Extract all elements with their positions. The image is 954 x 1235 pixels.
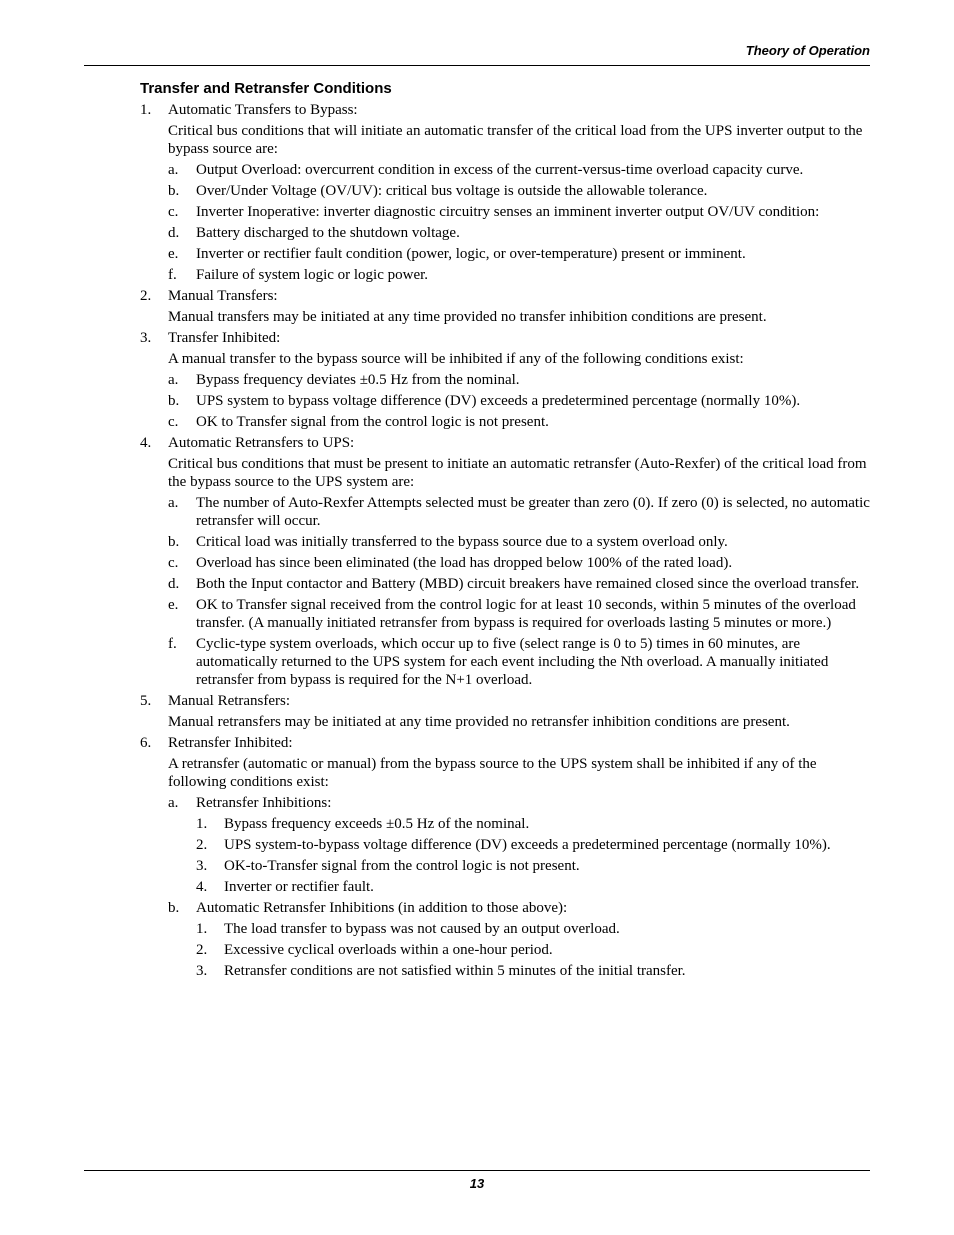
list-marker: 3. [196,963,208,979]
sub-sub-item [196,962,872,980]
list-marker: e. [168,597,179,613]
list-item-heading [140,692,872,710]
page-content [140,80,872,983]
footer-rule [84,1170,870,1171]
list-marker: 1. [140,102,152,118]
list-text: Failure of system logic or logic power. [196,267,429,283]
list-text: Output Overload: overcurrent condition in excess of the current-versus-time overload capacity curve. [196,162,804,178]
numbered-list [140,101,872,980]
list-marker: a. [168,372,179,388]
list-marker: 4. [140,435,152,451]
sub-item [168,575,872,593]
list-marker: b. [168,183,180,199]
list-text: Bypass frequency deviates ±0.5 Hz from the nominal. [196,372,520,388]
list-marker: 6. [140,735,152,751]
list-marker: 2. [196,837,208,853]
list-item-paragraph: Critical bus conditions that will initiate an automatic transfer of the critical load from the UPS inverter output to the bypass source are: [168,123,863,157]
list-text: Battery discharged to the shutdown voltage. [196,225,460,241]
list-text: UPS system to bypass voltage difference (DV) exceeds a predetermined percentage (normally 10%). [196,393,801,409]
sub-item [168,161,872,179]
list-text: Over/Under Voltage (OV/UV): critical bus voltage is outside the allowable tolerance. [196,183,708,199]
sub-item [168,494,872,530]
list-marker: b. [168,393,180,409]
sub-item [168,413,872,431]
sub-sub-item [196,815,872,833]
sub-item [168,899,872,917]
list-item-heading [140,329,872,347]
sub-item [168,224,872,242]
list-item-paragraph: A retransfer (automatic or manual) from the bypass source to the UPS system shall be inhibited if any of the following conditions exist: [168,756,817,790]
list-item-6 [140,734,872,980]
list-text: OK to Transfer signal received from the control logic for at least 10 seconds, within 5 minutes of the overload transfer. (A manually initiated retransfer from bypass is required for overloads lasting 5 minutes or more.) [196,597,856,631]
list-text: Bypass frequency exceeds ±0.5 Hz of the nominal. [224,816,530,832]
list-text: Manual Retransfers: [168,693,291,709]
sub-sub-item [196,920,872,938]
page-number: 13 [469,1176,485,1191]
list-marker: 2. [196,942,208,958]
list-item-3 [140,329,872,431]
list-text: Critical load was initially transferred to the bypass source due to a system overload only. [196,534,728,550]
sub-item [168,533,872,551]
sub-item [168,635,872,689]
list-marker: f. [168,636,177,652]
list-text: Both the Input contactor and Battery (MBD) circuit breakers have remained closed since the overload transfer. [196,576,860,592]
list-marker: 3. [196,858,208,874]
sub-sub-item [196,878,872,896]
list-item-heading [140,287,872,305]
list-item-heading [140,734,872,752]
list-marker: 1. [196,816,208,832]
list-text: Inverter Inoperative: inverter diagnostic circuitry senses an imminent inverter output OV/UV condition: [196,204,820,220]
list-text: Retransfer Inhibited: [168,735,293,751]
list-text: Manual Transfers: [168,288,278,304]
list-item-heading [140,101,872,119]
running-head: Theory of Operation [745,43,870,58]
list-text: OK-to-Transfer signal from the control logic is not present. [224,858,580,874]
list-marker: c. [168,555,179,571]
list-marker: a. [168,162,179,178]
list-text: OK to Transfer signal from the control logic is not present. [196,414,549,430]
list-marker: d. [168,225,180,241]
header-rule [84,65,870,66]
list-item-1 [140,101,872,284]
list-marker: e. [168,246,179,262]
list-marker: 3. [140,330,152,346]
list-text: Inverter or rectifier fault. [224,879,374,895]
list-text: Overload has since been eliminated (the load has dropped below 100% of the rated load). [196,555,733,571]
list-marker: c. [168,414,179,430]
list-item-5 [140,692,872,731]
sub-item [168,245,872,263]
list-text: Retransfer conditions are not satisfied within 5 minutes of the initial transfer. [224,963,686,979]
sub-item [168,203,872,221]
list-text: Retransfer Inhibitions: [196,795,332,811]
list-marker: 4. [196,879,208,895]
sub-sub-item [196,941,872,959]
list-marker: b. [168,534,180,550]
list-item-paragraph: Critical bus conditions that must be present to initiate an automatic retransfer (Auto-Rexfer) of the critical load from the bypass source to the UPS system are: [168,456,867,490]
list-marker: 2. [140,288,152,304]
section-title: Transfer and Retransfer Conditions [140,80,392,97]
list-item-paragraph: Manual transfers may be initiated at any time provided no transfer inhibition conditions are present. [168,309,767,325]
list-marker: 5. [140,693,152,709]
list-text: Cyclic-type system overloads, which occur up to five (select range is 0 to 5) times in 60 minutes, are automatically returned to the UPS system for each event including the Nth overload. A manually initiated retransfer from bypass is required for the N+1 overload. [196,636,829,688]
list-item-4 [140,434,872,689]
list-text: UPS system-to-bypass voltage difference (DV) exceeds a predetermined percentage (normally 10%). [224,837,831,853]
list-marker: a. [168,495,179,511]
sub-item [168,554,872,572]
list-item-2 [140,287,872,326]
sub-item [168,392,872,410]
list-item-paragraph: A manual transfer to the bypass source will be inhibited if any of the following conditions exist: [168,351,744,367]
list-text: Automatic Retransfers to UPS: [168,435,355,451]
list-item-paragraph: Manual retransfers may be initiated at any time provided no retransfer inhibition conditions are present. [168,714,790,730]
sub-sub-item [196,857,872,875]
list-marker: a. [168,795,179,811]
list-item-heading [140,434,872,452]
list-text: Excessive cyclical overloads within a one-hour period. [224,942,553,958]
sub-item [168,371,872,389]
sub-item [168,596,872,632]
list-text: Inverter or rectifier fault condition (power, logic, or over-temperature) present or imminent. [196,246,746,262]
list-marker: b. [168,900,180,916]
list-text: The load transfer to bypass was not caused by an output overload. [224,921,620,937]
sub-item [168,266,872,284]
list-text: Transfer Inhibited: [168,330,281,346]
sub-item [168,794,872,812]
list-text: The number of Auto-Rexfer Attempts selected must be greater than zero (0). If zero (0) is selected, no automatic retransfer will occur. [196,495,870,529]
list-marker: f. [168,267,177,283]
sub-sub-item [196,836,872,854]
list-marker: d. [168,576,180,592]
list-marker: 1. [196,921,208,937]
sub-item [168,182,872,200]
list-text: Automatic Transfers to Bypass: [168,102,358,118]
list-marker: c. [168,204,179,220]
list-text: Automatic Retransfer Inhibitions (in addition to those above): [196,900,568,916]
